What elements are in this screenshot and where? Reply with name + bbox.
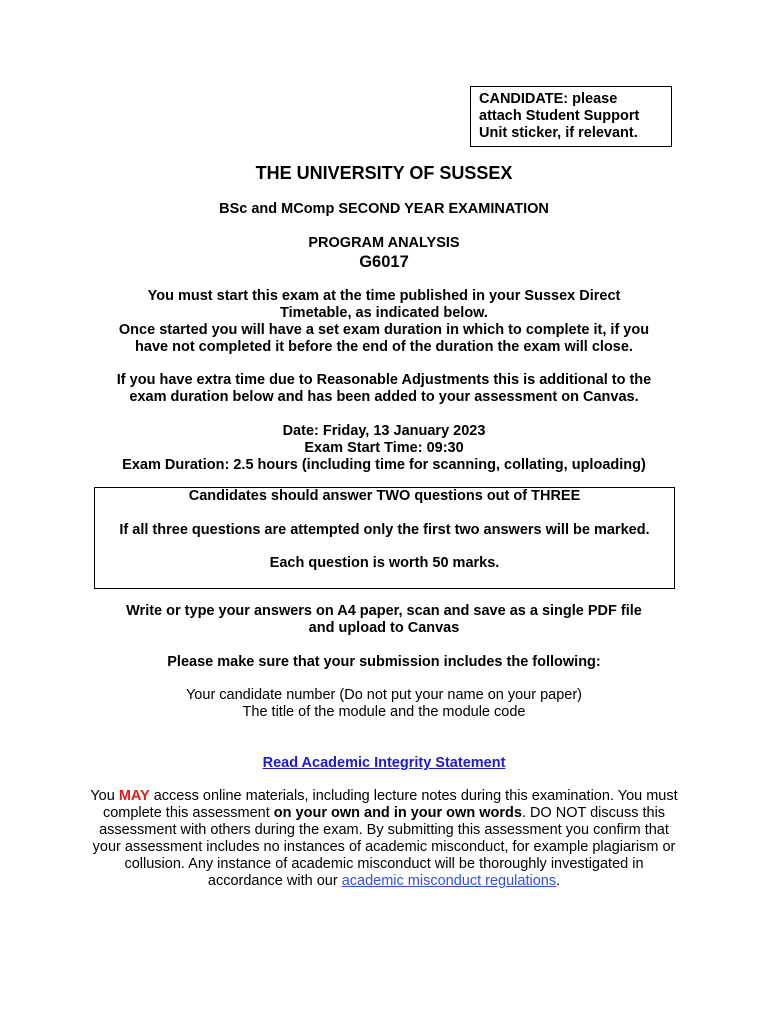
instruction-line: Write or type your answers on A4 paper, scan and save as a single PDF file <box>126 603 642 619</box>
instruction-line: exam duration below and has been added to your assessment on Canvas. <box>129 389 639 405</box>
own-words-emphasis: on your own and in your own words <box>273 805 522 821</box>
exam-schedule <box>0 423 768 474</box>
university-title: THE UNIVERSITY OF SUSSEX <box>255 163 513 183</box>
candidate-box-line: attach Student Support <box>479 108 640 124</box>
instruction-line: Once started you will have a set exam duration in which to complete it, if you <box>118 322 650 338</box>
submission-heading: Please make sure that your submission includes the following: <box>167 654 601 670</box>
exam-title: BSc and MComp SECOND YEAR EXAMINATION <box>219 201 549 217</box>
instruction-line: You must start this exam at the time published in your Sussex Direct <box>147 288 621 304</box>
integrity-heading <box>0 755 768 771</box>
rule-attempted: If all three questions are attempted only the first two answers will be marked. <box>119 522 650 538</box>
extra-time-instructions <box>0 372 768 406</box>
integrity-text: access online materials, including lecture notes during this examination. You must complete this assessment <box>102 788 678 821</box>
may-emphasis: MAY <box>118 788 150 804</box>
submission-items <box>0 687 768 721</box>
module-code: G6017 <box>359 253 409 271</box>
integrity-statement <box>90 788 678 890</box>
integrity-text: . DO NOT discuss this assessment with others during the exam. By submitting this assessment you confirm that your assessment includes no instances of academic misconduct, for example plagiarism or collusion. Any instance of academic misconduct will be thoroughly investigated in accordance with our <box>92 805 676 889</box>
exam-date: Date: Friday, 13 January 2023 <box>282 423 486 439</box>
integrity-text: You <box>90 788 119 804</box>
module-name: PROGRAM ANALYSIS <box>308 235 460 251</box>
rule-worth: Each question is worth 50 marks. <box>269 555 500 571</box>
instruction-line: If you have extra time due to Reasonable Adjustments this is additional to the <box>116 372 652 388</box>
submission-item: The title of the module and the module code <box>242 704 526 720</box>
instruction-line: have not completed it before the end of the duration the exam will close. <box>135 339 633 355</box>
misconduct-regulations-link[interactable]: academic misconduct regulations <box>341 873 557 889</box>
submission-item: Your candidate number (Do not put your name on your paper) <box>185 687 583 703</box>
exam-duration: Exam Duration: 2.5 hours (including time for scanning, collating, uploading) <box>122 457 646 473</box>
candidate-box-line: Unit sticker, if relevant. <box>479 125 638 141</box>
exam-start-time: Exam Start Time: 09:30 <box>304 440 464 456</box>
academic-integrity-link[interactable]: Read Academic Integrity Statement <box>262 755 506 771</box>
rules-box <box>94 487 675 589</box>
instruction-line: Timetable, as indicated below. <box>280 305 488 321</box>
rule-answer: Candidates should answer TWO questions out of THREE <box>188 488 581 504</box>
integrity-text: . <box>556 873 561 889</box>
start-instructions <box>0 288 768 356</box>
instruction-line: and upload to Canvas <box>308 620 460 636</box>
candidate-box-line: CANDIDATE: please <box>479 91 618 107</box>
candidate-sticker-box <box>470 86 672 147</box>
submission-instructions <box>0 603 768 637</box>
